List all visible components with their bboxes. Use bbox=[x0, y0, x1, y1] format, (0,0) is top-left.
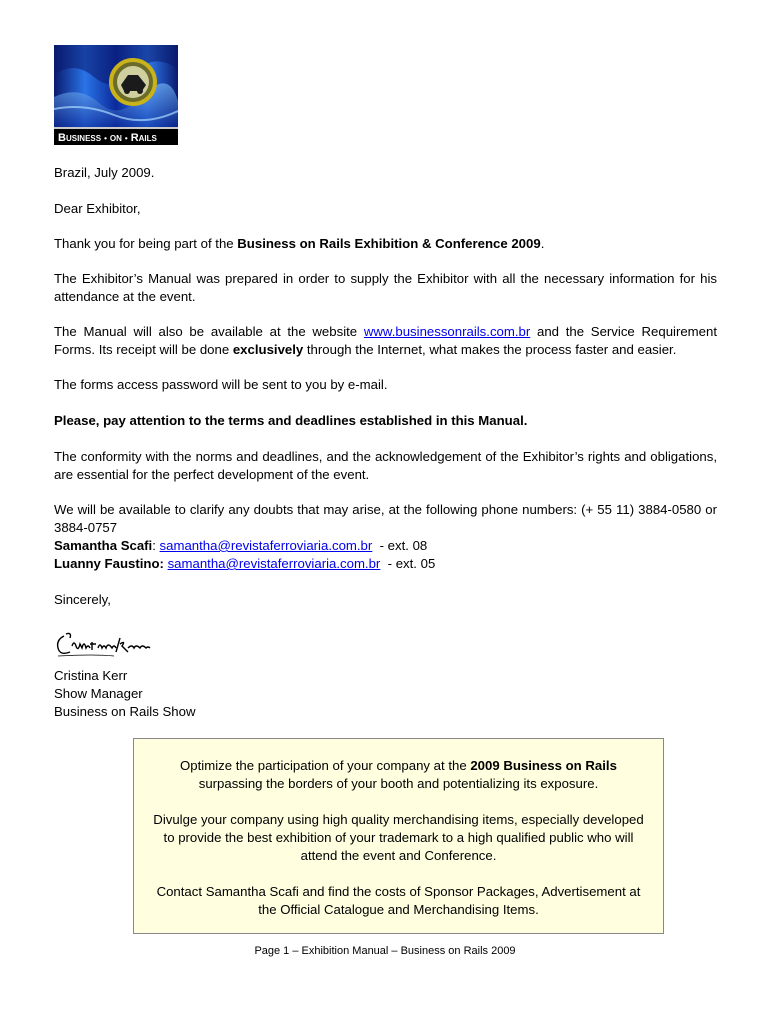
website-text: The Manual will also be available at the website bbox=[54, 324, 364, 339]
paragraph-conformity: The conformity with the norms and deadlines, and the acknowledgement of the Exhibitor’s rights and obligations, are essential for the perfect development of the event. bbox=[54, 449, 717, 482]
signature bbox=[54, 626, 154, 660]
thanks-end: . bbox=[540, 236, 545, 251]
exclusively-text: exclusively bbox=[232, 342, 304, 357]
contact-name: Luanny Faustino: bbox=[54, 556, 164, 571]
paragraph-website bbox=[54, 323, 717, 359]
signer-organization: Business on Rails Show bbox=[54, 704, 196, 719]
contact-email-link[interactable]: samantha@revistaferroviaria.com.br bbox=[159, 538, 373, 553]
paragraph-thanks bbox=[54, 235, 717, 253]
callout-text-end: surpassing the borders of your booth and potentializing its exposure. bbox=[198, 776, 599, 791]
thanks-text: Thank you for being part of the bbox=[54, 236, 238, 251]
signer-title: Show Manager bbox=[54, 686, 143, 701]
sponsorship-callout-box bbox=[133, 738, 664, 934]
callout-contact: Contact Samantha Scafi and find the costs of Sponsor Packages, Advertisement at the Official Catalogue and Merchandising Items. bbox=[156, 884, 641, 917]
signature-image bbox=[54, 626, 154, 660]
callout-divulge: Divulge your company using high quality merchandising items, especially developed to provide the best exhibition of your trademark to a high qualified public who will attend the event and Conference. bbox=[153, 812, 644, 863]
website-text-end: through the Internet, what makes the process faster and easier. bbox=[303, 342, 677, 357]
logo-graphic bbox=[54, 45, 178, 145]
contact-name: Samantha Scafi bbox=[54, 538, 153, 553]
callout-event: 2009 Business on Rails bbox=[470, 758, 617, 773]
letter-date: Brazil, July 2009. bbox=[54, 165, 155, 180]
contact-samantha bbox=[54, 537, 717, 555]
website-text-mid: and the Service Requirement Forms. Its receipt will be done bbox=[54, 324, 717, 357]
attention-text: Please, pay attention to the terms and deadlines established in this Manual. bbox=[54, 413, 528, 428]
contact-extension: - ext. 08 bbox=[372, 538, 428, 553]
contact-luanny bbox=[54, 555, 717, 573]
callout-text: Optimize the participation of your company at the bbox=[180, 758, 471, 773]
paragraph-phone: We will be available to clarify any doubts that may arise, at the following phone numbers: (+ 55 11) 3884-0580 or 3884-0757 bbox=[54, 502, 717, 535]
event-name: Business on Rails Exhibition & Conference 2009 bbox=[237, 236, 541, 251]
website-link[interactable]: www.businessonrails.com.br bbox=[363, 324, 531, 339]
business-on-rails-logo bbox=[54, 45, 178, 145]
salutation: Dear Exhibitor, bbox=[54, 201, 141, 216]
paragraph-password: The forms access password will be sent to you by e-mail. bbox=[54, 377, 388, 392]
contact-separator: : bbox=[152, 538, 160, 553]
closing: Sincerely, bbox=[54, 592, 111, 607]
logo-wordmark: BUSINESS • ON • RAILS bbox=[58, 132, 157, 144]
paragraph-attention bbox=[54, 412, 717, 430]
page-footer: Page 1 – Exhibition Manual – Business on Rails 2009 bbox=[254, 945, 516, 957]
contact-email-link[interactable]: samantha@revistaferroviaria.com.br bbox=[167, 556, 381, 571]
contact-extension: - ext. 05 bbox=[380, 556, 436, 571]
signer-name: Cristina Kerr bbox=[54, 668, 128, 683]
callout-optimize bbox=[148, 757, 649, 793]
paragraph-manual-purpose: The Exhibitor’s Manual was prepared in order to supply the Exhibitor with all the necessary information for his attendance at the event. bbox=[54, 271, 717, 304]
